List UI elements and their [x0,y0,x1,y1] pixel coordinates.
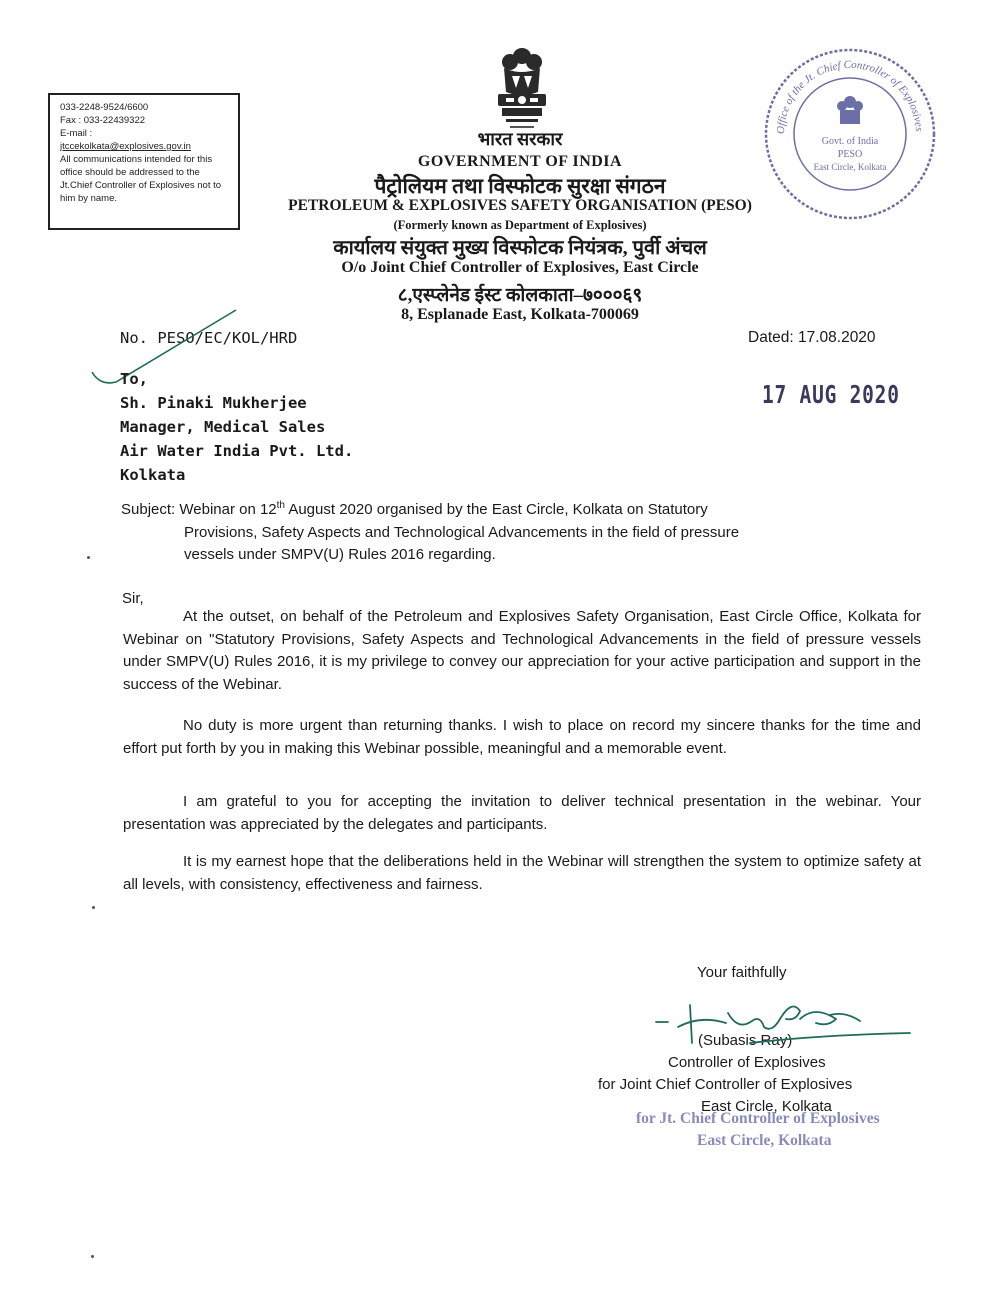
signatory-title-3: East Circle, Kolkata [701,1098,832,1115]
header-address: 8, Esplanade East, Kolkata-700069 [401,306,639,323]
contact-phone: 033-2248-9524/6600 [60,102,149,113]
office-stamp-line-1: for Jt. Chief Controller of Explosives [636,1110,880,1127]
addressee-name: Sh. Pinaki Mukherjee [120,394,307,412]
seal-ring-text: Office of the Jt. Chief Controller of Explosives [774,58,925,135]
subject [121,495,881,567]
addressee-block [120,367,353,487]
subject-line2: Provisions, Safety Aspects and Technological Advancements in the field of pressure [184,523,740,541]
reference-number: No. PESO/EC/KOL/HRD [120,329,298,347]
header-government: GOVERNMENT OF INDIA [417,153,623,170]
paragraph-2: No duty is more urgent than returning thanks. I wish to place on record my sincere thanks for the time and effort put forth by you in making this Webinar possible, meaningful and a memorable event. [123,717,921,757]
paragraph-1: At the outset, on behalf of the Petroleum and Explosives Safety Organisation, East Circle Office, Kolkata for Webinar on "Statutory Provisions, Safety Aspects and Technological Advancements in the field of pressure vessels under SMPV(U) Rules 2016, it is my privilege to convey our appreciation for your active participation and support in the success of the Webinar. [123,608,921,693]
addressee-to: To, [120,370,148,388]
scan-dot [92,906,95,909]
contact-note: All communications intended for this office should be addressed to the Jt.Chief Controller of Explosives not to him by name. [60,154,222,204]
subject-prefix: Subject: Webinar on 12 [121,501,277,518]
closing: Your faithfully [697,964,787,981]
seal-inner-1: Govt. of India [821,136,879,147]
subject-line3: vessels under SMPV(U) Rules 2016 regarding. [184,546,496,563]
contact-fax: Fax : 033-22439322 [60,115,146,126]
office-seal-icon [760,44,940,224]
handwritten-signature-icon [640,985,920,1055]
subject-line1: August 2020 organised by the East Circle, Kolkata on Statutory [285,501,708,518]
addressee-company: Air Water India Pvt. Ltd. [120,442,354,460]
scan-dot [91,1255,94,1258]
scan-dot [87,556,90,559]
paragraph-3: I am grateful to you for accepting the invitation to deliver technical presentation in the webinar. Your presentation was appreciated by the delegates and participants. [123,793,921,833]
seal-inner-2: PESO [837,149,863,160]
header-formerly: (Formerly known as Department of Explosives) [393,218,647,232]
header-hindi-address: ८,एस्प्लेनेड ईस्ट कोलकाता–७०००६९ [397,285,643,306]
header-hindi-office: कार्यालय संयुक्त मुख्य विस्फोटक नियंत्रक, पुर्वी अंचल [333,237,707,259]
subject-sup: th [276,500,285,511]
paragraph-4: It is my earnest hope that the deliberations held in the Webinar will strengthen the system to optimize safety at all levels, with consistency, effectiveness and fairness. [123,853,921,893]
salutation: Sir, [122,590,144,607]
header-org: PETROLEUM & EXPLOSIVES SAFETY ORGANISATION (PESO) [288,197,752,214]
signatory-title-1: Controller of Explosives [668,1054,826,1071]
signatory-name: (Subasis Ray) [698,1032,793,1049]
dated: Dated: 17.08.2020 [748,329,876,346]
contact-email: jtccekolkata@explosives.gov.in [60,141,191,152]
header-hindi-org: पैट्रोलियम तथा विस्फोटक सुरक्षा संगठन [374,174,666,198]
emblem-icon [484,42,560,134]
header-office: O/o Joint Chief Controller of Explosives, East Circle [341,259,699,276]
addressee-city: Kolkata [120,466,186,484]
header-hindi-country: भारत सरकार [477,129,563,149]
contact-email-label: E-mail : [60,128,93,139]
office-stamp-line-2: East Circle, Kolkata [697,1132,832,1149]
seal-inner-3: East Circle, Kolkata [813,162,887,172]
date-stamp: 17 AUG 2020 [762,380,900,409]
signatory-title-2: for Joint Chief Controller of Explosives [598,1076,853,1093]
addressee-designation: Manager, Medical Sales [120,418,326,436]
